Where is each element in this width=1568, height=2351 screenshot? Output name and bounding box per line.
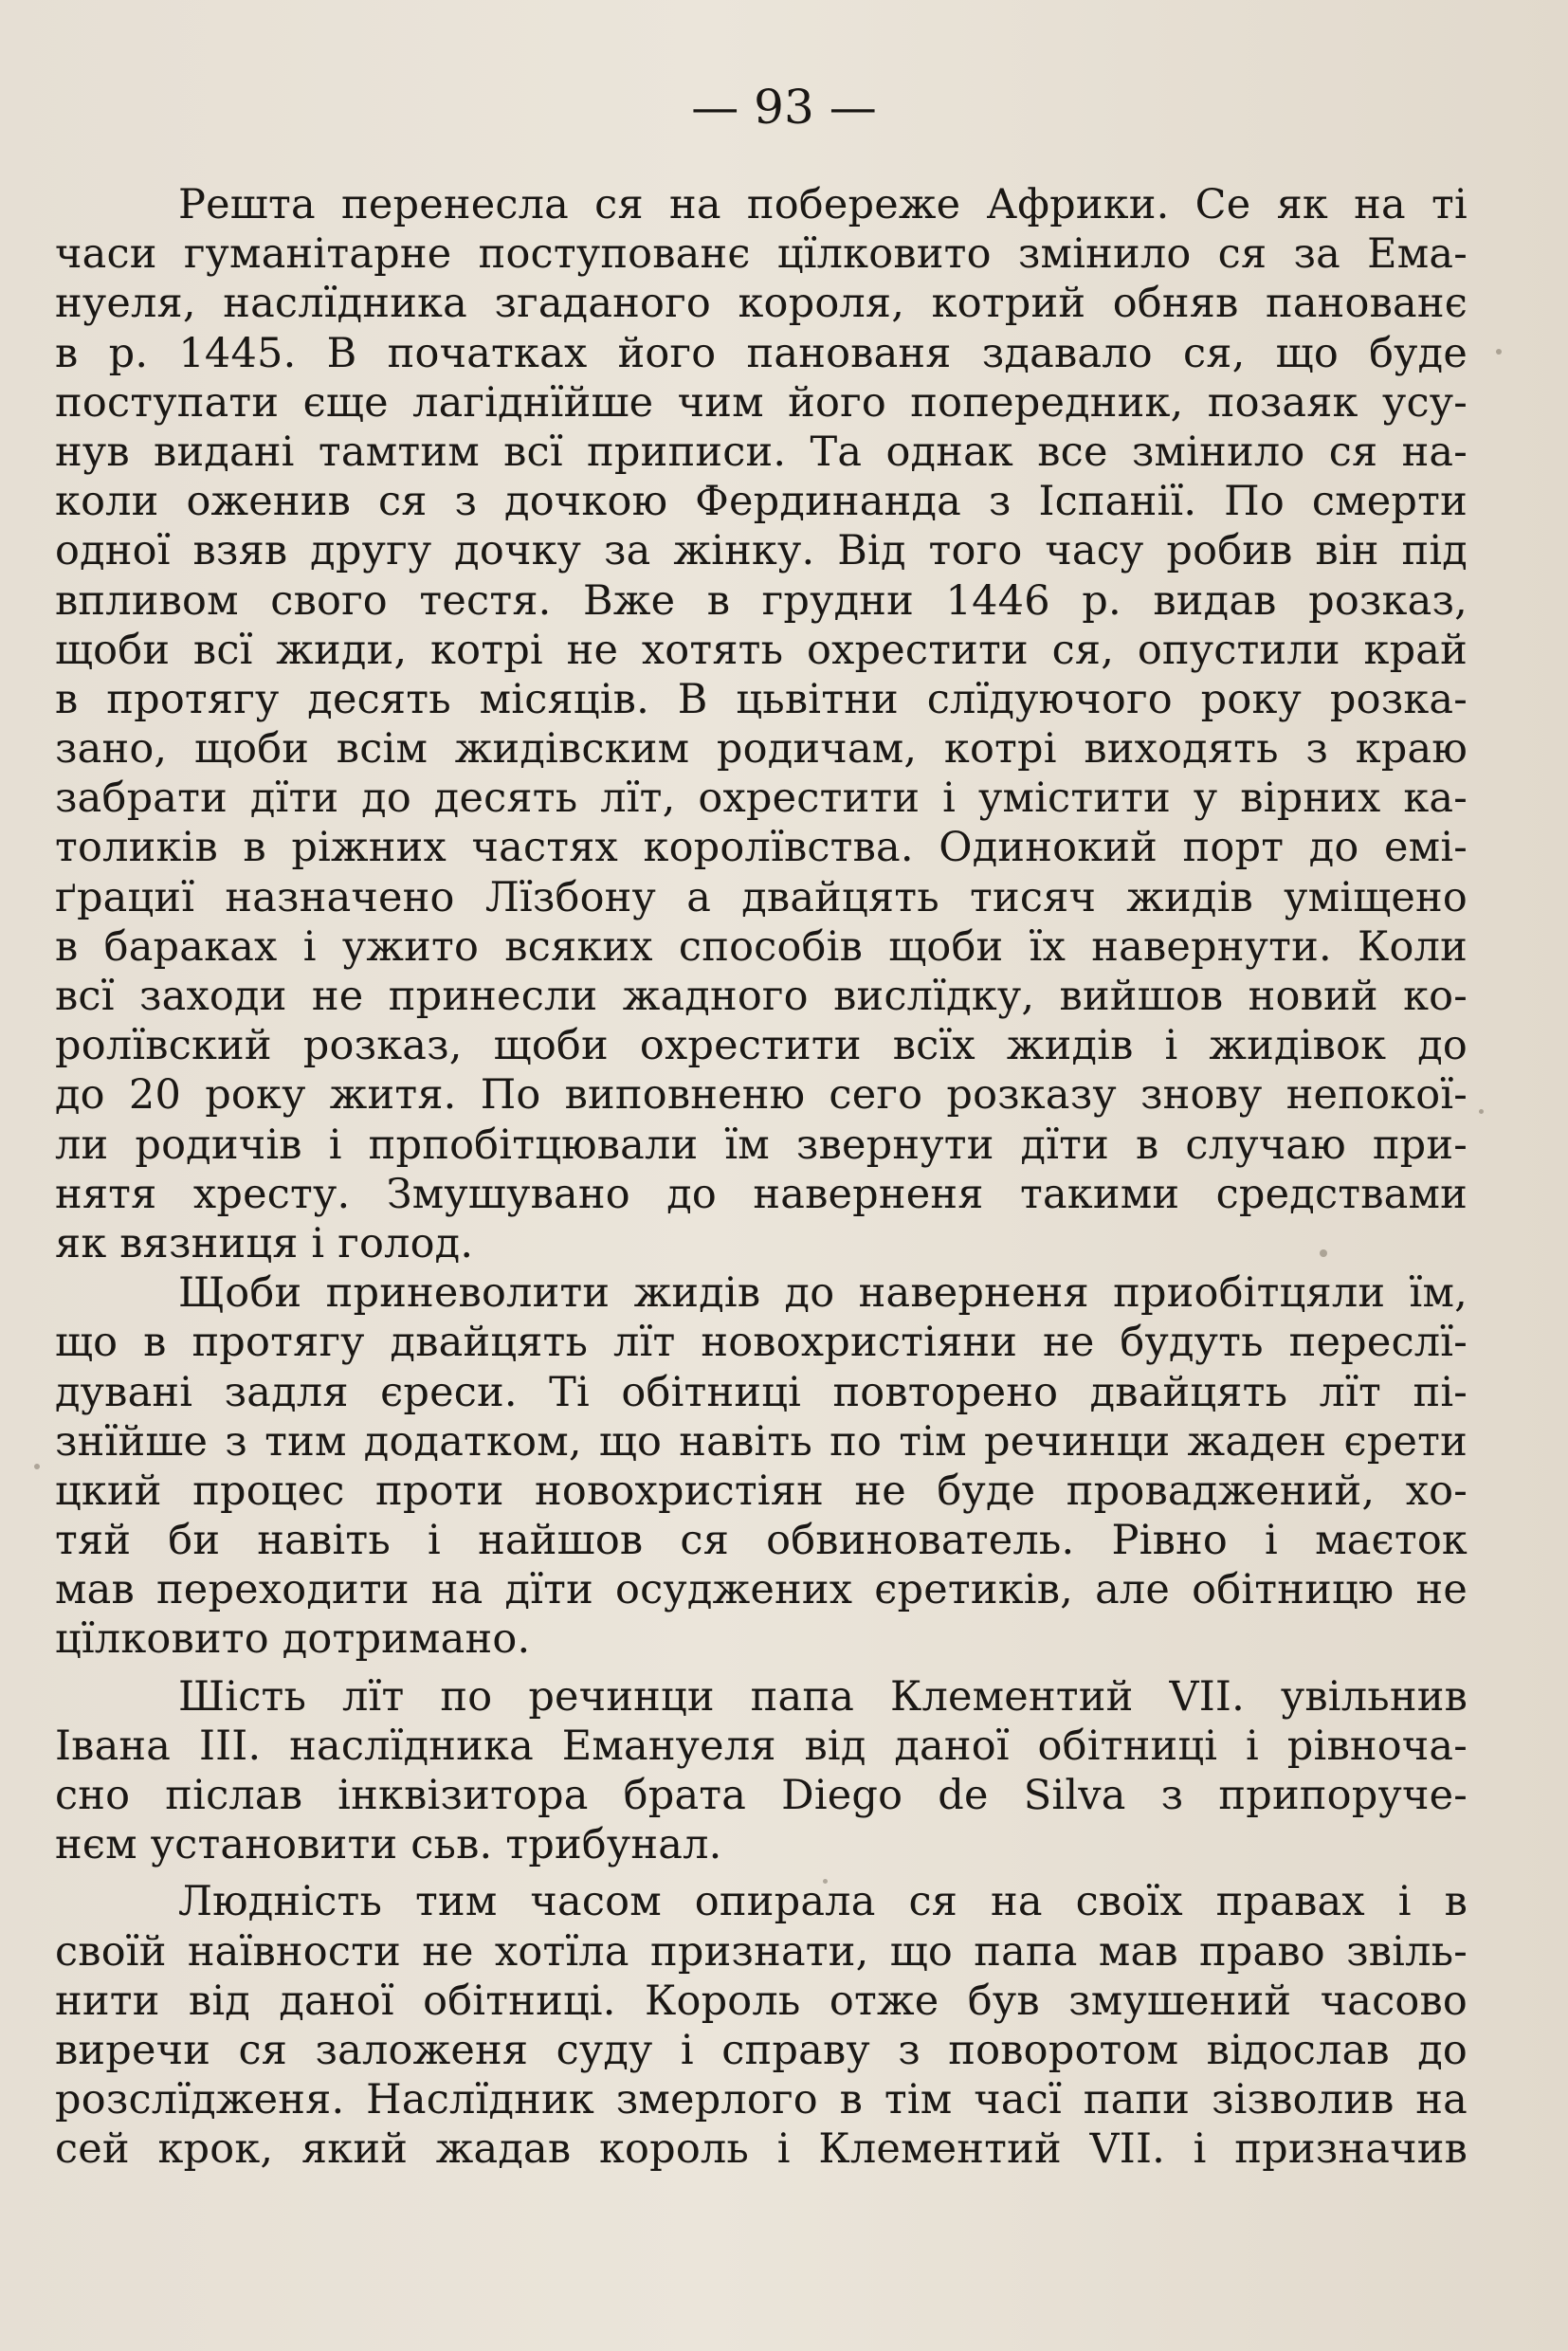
text-line: своїй наївности не хотїла признати, що папа мав право звіль-	[55, 1927, 1468, 1976]
text-line: нити від даної обітниці. Король отже був змушений часово	[55, 1977, 1468, 2025]
text-line: Решта перенесла ся на побереже Африки. Се як на ті	[178, 181, 1468, 228]
text-line: впливом свого тестя. Вже в грудни 1446 р. видав розказ,	[55, 576, 1468, 625]
paper-speck	[823, 1879, 828, 1884]
text-line: Івана III. наслїдника Емануеля від даної обітниці і рівноча-	[55, 1722, 1468, 1770]
text-line: поступати єще лагіднїйше чим його попередник, позаяк усу-	[55, 378, 1468, 427]
body-text	[55, 180, 1468, 2175]
text-line: нуеля, наслїдника згаданого короля, котрий обняв панованє	[55, 280, 1468, 328]
text-line: цїлковито дотримано.	[55, 1615, 531, 1664]
text-line: сно післав інквізитора брата Diego de Silva з припоруче-	[55, 1772, 1468, 1819]
text-line: Людність тим часом опирала ся на своїх правах і в	[178, 1878, 1468, 1926]
text-line: в протягу десять місяців. В цьвітни слїдуючого року розка-	[55, 675, 1468, 723]
text-line: сей крок, який жадав король і Клементий VII. і призначив	[55, 2125, 1468, 2174]
text-line: в р. 1445. В початках його панованя здавало ся, що буде	[55, 329, 1468, 377]
paper-speck	[34, 1464, 40, 1469]
paper-speck	[1479, 1109, 1484, 1114]
paper-speck	[1320, 1249, 1327, 1257]
text-line: часи гуманітарне поступованє цїлковито змінило ся за Ема-	[55, 230, 1468, 279]
text-line: нув видані тамтим всї приписи. Та однак все змінило ся на-	[55, 428, 1468, 476]
text-line: забрати дїти до десять лїт, охрестити і умістити у вірних ка-	[55, 775, 1468, 823]
paragraph-2	[55, 1268, 1468, 1665]
paper-speck	[1496, 349, 1502, 355]
text-line: ролївский розказ, щоби охрестити всїх жидів і жидівок до	[55, 1022, 1468, 1070]
text-line: цкий процес проти новохристіян не буде проваджений, хо-	[55, 1467, 1468, 1515]
text-line: коли оженив ся з дочкою Фердинанда з Іспанії. По смерти	[55, 478, 1468, 526]
text-line: нятя хресту. Змушувано до наверненя такими средствами	[55, 1170, 1468, 1218]
text-line: щоби всї жиди, котрі не хотять охрестити ся, опустили край	[55, 626, 1468, 674]
text-line: мав переходити на дїти осуджених єретиків, але обітницю не	[55, 1566, 1468, 1614]
text-line: виречи ся заложеня суду і справу з поворотом відослав до	[55, 2026, 1468, 2074]
text-line: в бараках і ужито всяких способів щоби їх навернути. Коли	[55, 922, 1468, 971]
text-line: зано, щоби всім жидівским родичам, котрі виходять з краю	[55, 725, 1468, 774]
text-line: тяй би навіть і найшов ся обвинователь. Рівно і маєток	[55, 1517, 1468, 1565]
text-line: розслїдженя. Наслїдник змерлого в тім часї папи зізволив на	[55, 2076, 1468, 2124]
text-line: знїйше з тим додатком, що навіть по тім речинци жаден єрети	[55, 1417, 1468, 1466]
text-line: Шість лїт по речинци папа Клементий VII. увільнив	[178, 1672, 1468, 1721]
text-line: що в протягу двайцять лїт новохристіяни не будуть переслї-	[55, 1319, 1468, 1367]
paragraph-1	[55, 180, 1468, 1268]
text-line: всї заходи не принесли жадного вислїдку, вийшов новий ко-	[55, 973, 1468, 1020]
text-line: толиків в ріжних частях королївства. Одинокий порт до емі-	[55, 824, 1468, 872]
page-number: — 93 —	[691, 80, 877, 135]
text-line: Щоби приневолити жидів до наверненя приобітцяли їм,	[178, 1269, 1468, 1318]
text-line: ґрациї назначено Лїзбону а двайцять тисяч жидів уміщено	[55, 873, 1468, 921]
text-line: дувані задля єреси. Ті обітниці повторено двайцять лїт пі-	[55, 1368, 1468, 1416]
text-line: ли родичів і прпобітцювали їм звернути дїти в случаю при-	[55, 1121, 1468, 1169]
paragraph-4	[55, 1877, 1468, 2174]
text-line: одної взяв другу дочку за жінку. Від того часу робив він під	[55, 527, 1468, 575]
text-line: нєм установити сьв. трибунал.	[55, 1821, 722, 1869]
text-line: до 20 року житя. По виповненю сего розказу знову непокої-	[55, 1071, 1468, 1120]
text-line: як вязниця і голод.	[55, 1219, 474, 1267]
paragraph-3	[55, 1672, 1468, 1870]
